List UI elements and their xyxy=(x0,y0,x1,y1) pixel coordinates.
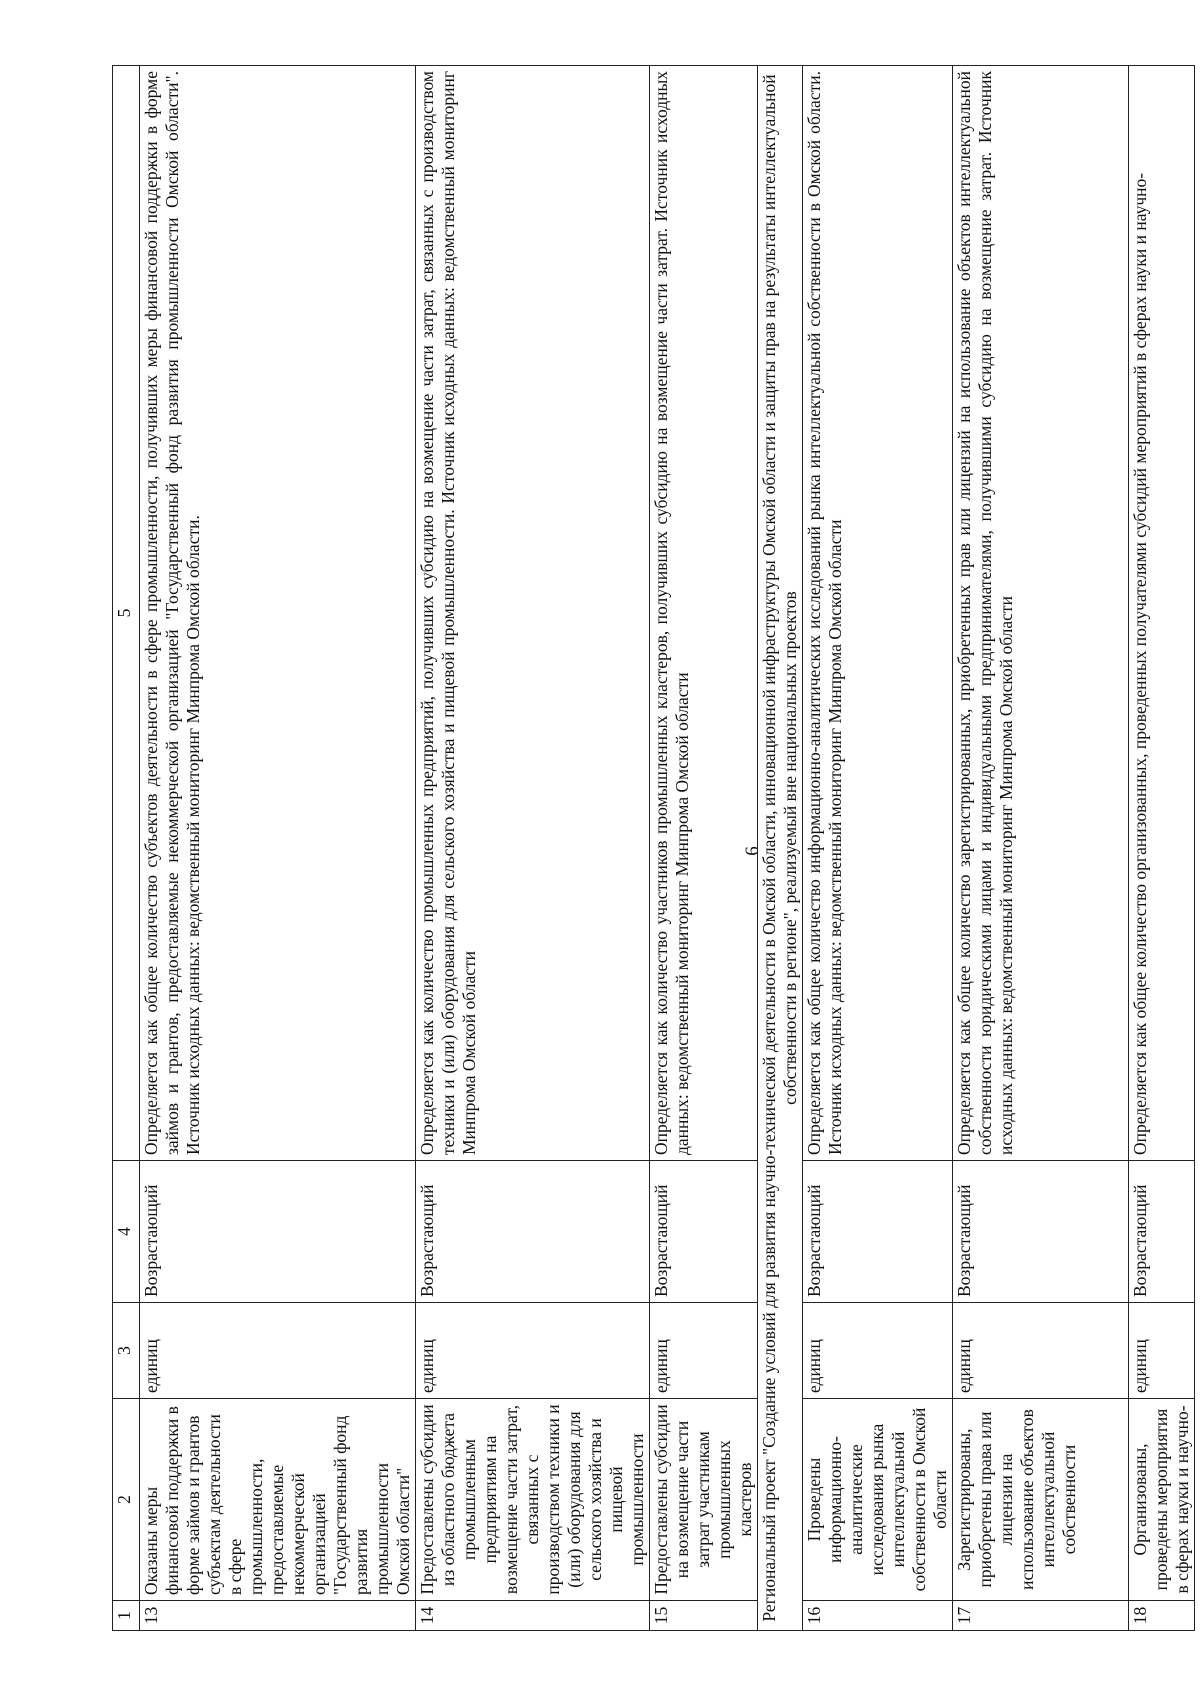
result-name: Предоставлены субсидии из областного бюджета промышленным предприятиям на возмещение части затрат, связанных с производством техники и (или) оборудования для сельского хозяйства и пищевой промышленности xyxy=(416,1399,650,1601)
row-number: 18 xyxy=(1129,1601,1195,1631)
calculation-method: Определяется как общее количество зарегистрированных, приобретенных прав или лицензий на использование объектов интеллектуальной собственности юридическими лицами и индивидуальными предпринимателями, получившими субсидию на возмещение затрат. Источник исходных данных: ведомственный мониторинг Минпрома Омской области xyxy=(953,66,1129,1161)
table-row xyxy=(416,66,650,1631)
header-cell: 2 xyxy=(113,1399,140,1601)
table-row xyxy=(140,66,416,1631)
header-cell: 5 xyxy=(113,66,140,1161)
result-name: Организованы, проведены мероприятия в сферах науки и научно- xyxy=(1129,1399,1195,1601)
row-number: 15 xyxy=(650,1601,758,1631)
row-number: 17 xyxy=(953,1601,1129,1631)
indicator-table xyxy=(112,65,1195,1631)
table-header-row xyxy=(113,66,140,1631)
indicator-type: Возрастающий xyxy=(416,1161,650,1303)
table-row xyxy=(650,66,758,1631)
header-cell: 3 xyxy=(113,1303,140,1399)
unit: единиц xyxy=(1129,1303,1195,1399)
row-number: 16 xyxy=(803,1601,953,1631)
unit: единиц xyxy=(650,1303,758,1399)
table-row xyxy=(1129,66,1195,1631)
header-cell: 4 xyxy=(113,1161,140,1303)
result-name: Предоставлены субсидии на возмещение части затрат участникам промышленных кластеров xyxy=(650,1399,758,1601)
calculation-method: Определяется как общее количество субъектов деятельности в сфере промышленности, получивших меры финансовой поддержки в форме займов и грантов, предоставляемые некоммерческой организацией "Государственный фонд развития промышленности Омской области". Источник исходных данных: ведомственный мониторинг Минпрома Омской области. xyxy=(140,66,416,1161)
header-cell: 1 xyxy=(113,1601,140,1631)
result-name: Проведены информационно-аналитические исследования рынка интеллектуальной собственности в Омской области xyxy=(803,1399,953,1601)
unit: единиц xyxy=(416,1303,650,1399)
row-number: 13 xyxy=(140,1601,416,1631)
calculation-method: Определяется как количество участников промышленных кластеров, получивших субсидию на возмещение части затрат. Источник исходных данных: ведомственный мониторинг Минпрома Омской области xyxy=(650,66,758,1161)
indicator-type: Возрастающий xyxy=(140,1161,416,1303)
indicator-type: Возрастающий xyxy=(953,1161,1129,1303)
result-name: Зарегистрированы, приобретены права или лицензии на использование объектов интеллектуальной собственности xyxy=(953,1399,1129,1601)
table-row xyxy=(953,66,1129,1631)
unit: единиц xyxy=(953,1303,1129,1399)
indicator-type: Возрастающий xyxy=(650,1161,758,1303)
indicator-type: Возрастающий xyxy=(803,1161,953,1303)
unit: единиц xyxy=(803,1303,953,1399)
page-number: 6 xyxy=(741,846,763,856)
project-row xyxy=(758,66,803,1631)
table-row xyxy=(803,66,953,1631)
indicator-table-sheet xyxy=(112,65,1192,1631)
regional-project-title: Региональный проект "Создание условий для развития научно-технической деятельности в Омской области, инновационной инфраструктуры Омской области и защиты прав на результаты интеллектуальной собственности в регионе", реализуемый вне национальных проектов xyxy=(758,66,803,1631)
calculation-method: Определяется как общее количество организованных, проведенных получателями субсидий мероприятий в сферах науки и научно- xyxy=(1129,66,1195,1161)
indicator-type: Возрастающий xyxy=(1129,1161,1195,1303)
row-number: 14 xyxy=(416,1601,650,1631)
unit: единиц xyxy=(140,1303,416,1399)
calculation-method: Определяется как количество промышленных предприятий, получивших субсидию на возмещение части затрат, связанных с производством техники и (или) оборудования для сельского хозяйства и пищевой промышленности. Источник исходных данных: ведомственный мониторинг Минпрома Омской области xyxy=(416,66,650,1161)
calculation-method: Определяется как общее количество информационно-аналитических исследований рынка интеллектуальной собственности в Омской области. Источник исходных данных: ведомственный мониторинг Минпрома Омской области xyxy=(803,66,953,1161)
result-name: Оказаны меры финансовой поддержки в форме займов и грантов субъектам деятельности в сфере промышленности, предоставляемые некоммерческой организацией "Государственный фонд развития промышленности Омской области" xyxy=(140,1399,416,1601)
